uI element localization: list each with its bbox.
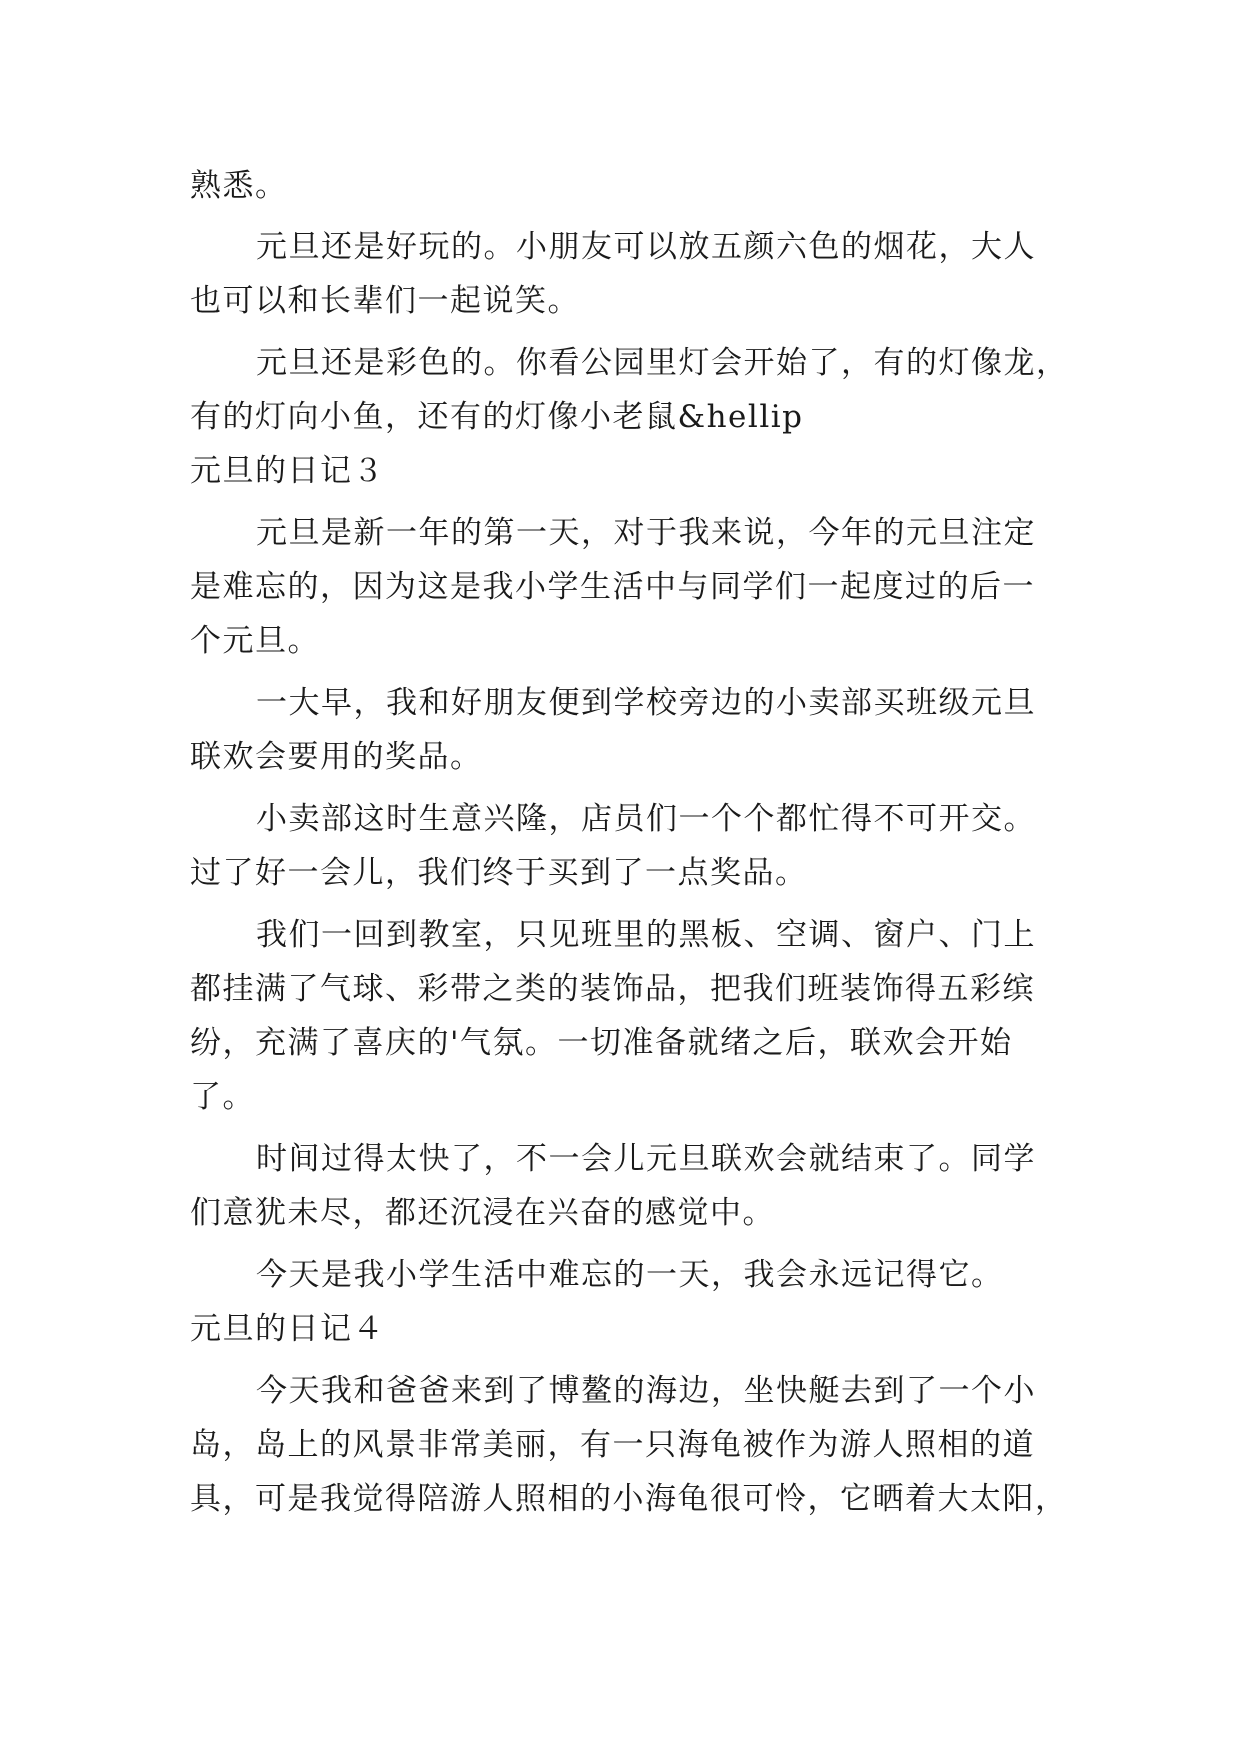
paragraph-line: 时间过得太快了，不一会儿元旦联欢会就结束了。同学 [256,1141,1036,1177]
paragraph-line: 元旦是新一年的第一天，对于我来说，今年的元旦注定 [256,515,1036,551]
paragraph-line: 有的灯向小鱼，还有的灯像小老鼠&hellip [190,399,804,435]
paragraph-line: 我们一回到教室，只见班里的黑板、空调、窗户、门上 [256,917,1036,953]
paragraph-line: 了。 [190,1079,255,1115]
paragraph-line: 纷，充满了喜庆的'气氛。一切准备就绪之后，联欢会开始 [190,1025,1013,1061]
paragraph-line: 一大早，我和好朋友便到学校旁边的小卖部买班级元旦 [256,685,1036,721]
section-heading: 元旦的日记４ [190,1311,385,1347]
paragraph-line: 岛，岛上的风景非常美丽，有一只海龟被作为游人照相的道 [190,1427,1035,1463]
paragraph-line: 今天是我小学生活中难忘的一天，我会永远记得它。 [256,1257,1004,1293]
paragraph-line: 今天我和爸爸来到了博鳌的海边，坐快艇去到了一个小 [256,1373,1036,1409]
section-heading: 元旦的日记３ [190,453,385,489]
paragraph-line: 具，可是我觉得陪游人照相的小海龟很可怜，它晒着大太阳， [190,1481,1068,1517]
paragraph-line: 元旦还是彩色的。你看公园里灯会开始了，有的灯像龙， [256,345,1069,381]
paragraph-line: 联欢会要用的奖品。 [190,739,483,775]
paragraph-line: 是难忘的，因为这是我小学生活中与同学们一起度过的后一 [190,569,1035,605]
paragraph-line: 们意犹未尽，都还沉浸在兴奋的感觉中。 [190,1195,775,1231]
paragraph-line: 都挂满了气球、彩带之类的装饰品，把我们班装饰得五彩缤 [190,971,1035,1007]
paragraph-line: 个元旦。 [190,623,320,659]
paragraph-line: 熟悉。 [190,168,288,204]
paragraph-line: 小卖部这时生意兴隆，店员们一个个都忙得不可开交。 [256,801,1036,837]
paragraph-line: 元旦还是好玩的。小朋友可以放五颜六色的烟花，大人 [256,229,1036,265]
paragraph-line: 也可以和长辈们一起说笑。 [190,283,580,319]
paragraph-line: 过了好一会儿，我们终于买到了一点奖品。 [190,855,808,891]
